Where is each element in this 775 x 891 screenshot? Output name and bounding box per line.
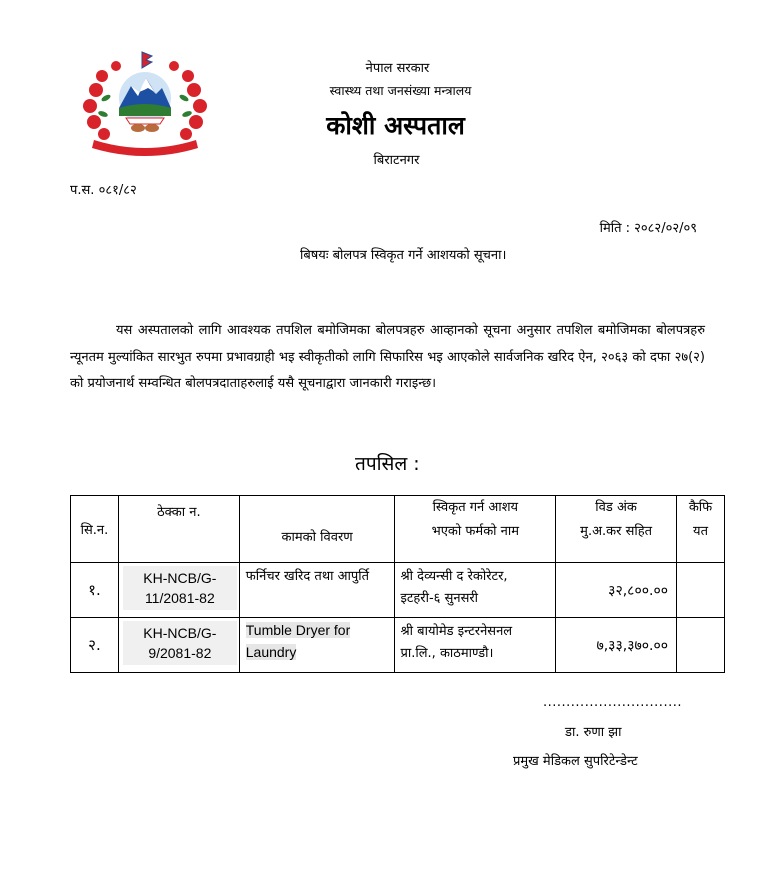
header-description: कामको विवरण bbox=[239, 496, 395, 563]
reference-number: प.स. ०८१/८२ bbox=[70, 183, 137, 198]
details-title: तपसिल : bbox=[355, 453, 420, 475]
table-header-row bbox=[71, 496, 725, 563]
row-amount: ३२,८००.०० bbox=[556, 563, 677, 618]
ministry-name: स्वास्थ्य तथा जनसंख्या मन्त्रालय bbox=[329, 83, 472, 98]
signatory-name: डा. रुणा झा bbox=[565, 725, 622, 740]
contract-code-line2: 11/2081-82 bbox=[144, 590, 215, 606]
row-amount: ७,३३,३७०.०० bbox=[556, 618, 677, 673]
header-firm-line1: स्विकृत गर्न आशय bbox=[432, 500, 519, 515]
row-remarks bbox=[677, 618, 725, 673]
header-firm-line2: भएको फर्मको नाम bbox=[431, 524, 520, 539]
row-description: फर्निचर खरिद तथा आपुर्ति bbox=[239, 563, 395, 618]
government-name: नेपाल सरकार bbox=[365, 61, 430, 76]
row-firm: श्री देव्यन्सी द रेकोरेटर, इटहरी-६ सुनसरी bbox=[395, 563, 556, 618]
tender-table bbox=[70, 495, 725, 673]
signatory-title: प्रमुख मेडिकल सुपरिटेन्डेन्ट bbox=[513, 754, 638, 769]
contract-code-line1: KH-NCB/G- bbox=[143, 570, 217, 586]
header-remarks-line2: यत bbox=[693, 524, 708, 539]
contract-code bbox=[123, 566, 237, 610]
table-row bbox=[71, 563, 725, 618]
row-sn: १. bbox=[71, 563, 119, 618]
row-contract-no bbox=[118, 563, 239, 618]
header-remarks bbox=[677, 496, 725, 563]
row-description bbox=[239, 618, 395, 673]
row-contract-no bbox=[118, 618, 239, 673]
header-contract-no: ठेक्का न. bbox=[118, 496, 239, 563]
contract-code-line1: KH-NCB/G- bbox=[143, 625, 217, 641]
contract-code-line2: 9/2081-82 bbox=[148, 645, 212, 661]
hospital-name: कोशी अस्पताल bbox=[326, 111, 465, 140]
header-amount bbox=[556, 496, 677, 563]
row-firm: श्री बायोमेड इन्टरनेसनल प्रा.लि., काठमाण्डौ। bbox=[395, 618, 556, 673]
row-description-text: Tumble Dryer for Laundry bbox=[245, 622, 351, 660]
header-remarks-line1: कैफि bbox=[688, 500, 713, 515]
row-sn: २. bbox=[71, 618, 119, 673]
header-sn: सि.न. bbox=[71, 496, 119, 563]
signature-line: .............................. bbox=[543, 695, 682, 710]
header-amount-line2: मु.अ.कर सहित bbox=[580, 524, 653, 539]
hospital-city: बिराटनगर bbox=[373, 153, 420, 168]
header-amount-line1: विड अंक bbox=[595, 500, 637, 515]
notice-subject: बिषयः बोलपत्र स्विकृत गर्ने आशयको सूचना। bbox=[300, 248, 507, 263]
table-row bbox=[71, 618, 725, 673]
notice-body: यस अस्पतालको लागि आवश्यक तपशिल बमोजिमका बोलपत्रहरु आव्हानको सूचना अनुसार तपशिल बमोजिमका बोलपत्रहरु न्यूनतम मुल्यांकित सारभुत रुपमा प्रभावग्राही भइ स्वीकृतीको लागि सिफारिस भइ आएकोले सार्वजनिक खरिद ऐन, २०६३ को दफा २७(२) को प्रयोजनार्थ सम्वन्धित बोलपत्रदाताहरुलाई यसै सूचनाद्वारा जानकारी गराइन्छ। bbox=[70, 323, 705, 391]
header-firm bbox=[395, 496, 556, 563]
row-remarks bbox=[677, 563, 725, 618]
notice-date: मिति : २०८२/०२/०९ bbox=[599, 221, 697, 236]
contract-code bbox=[123, 621, 237, 665]
